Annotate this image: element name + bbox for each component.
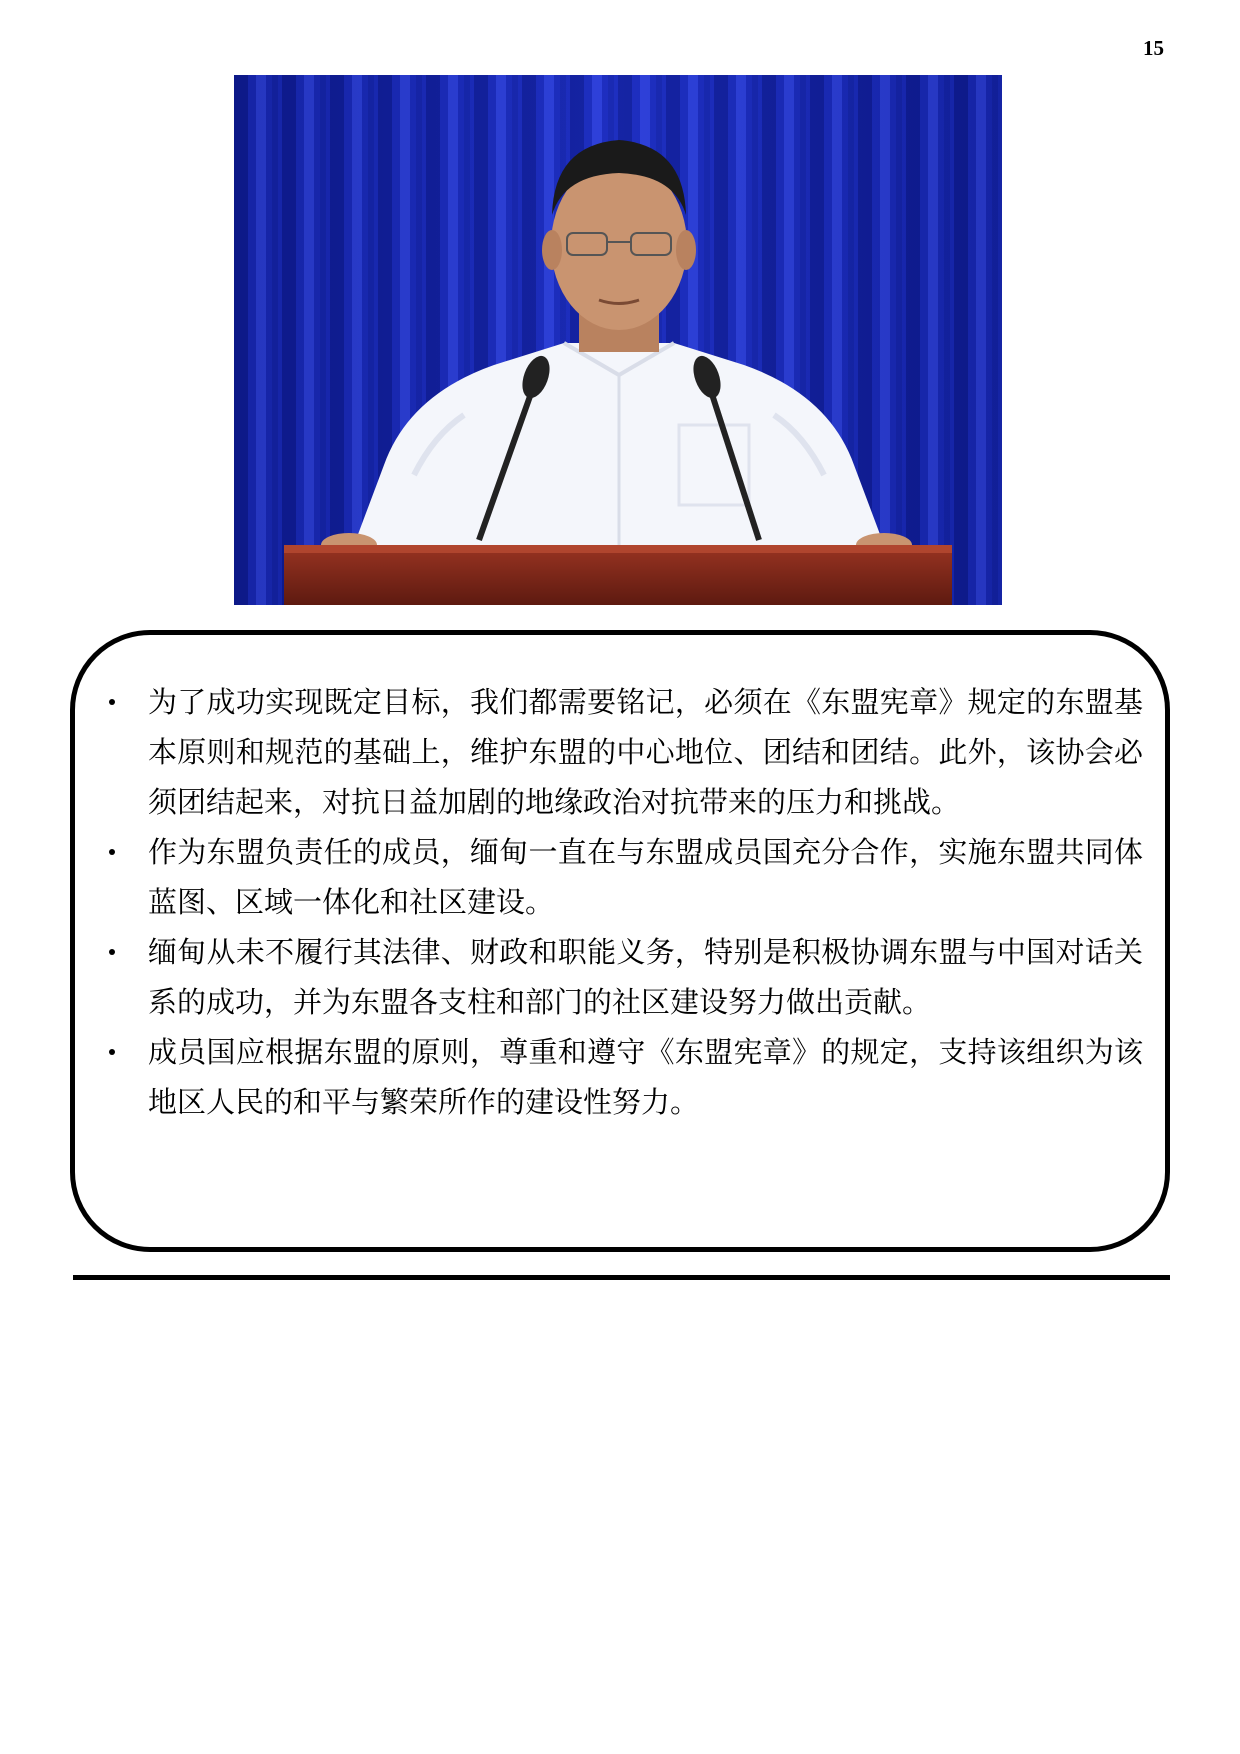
- bullet-marker: [109, 699, 115, 705]
- speaker-photo-illustration: [234, 75, 1002, 605]
- list-item: [103, 927, 1143, 1027]
- podium: [284, 545, 952, 605]
- list-item: [103, 1027, 1143, 1127]
- bullet-text: 为了成功实现既定目标，我们都需要铭记，必须在《东盟宪章》规定的东盟基本原则和规范的基础上，维护东盟的中心地位、团结和团结。此外，该协会必须团结起来，对抗日益加剧的地缘政治对抗带来的压力和挑战。: [148, 685, 1143, 819]
- bullet-text-box: [70, 630, 1170, 1252]
- bullet-marker: [109, 1049, 115, 1055]
- bullet-marker: [109, 849, 115, 855]
- page-number: 15: [1143, 36, 1164, 60]
- horizontal-rule: [73, 1275, 1170, 1280]
- bullet-text: 缅甸从未不履行其法律、财政和职能义务，特别是积极协调东盟与中国对话关系的成功，并为东盟各支柱和部门的社区建设努力做出贡献。: [148, 935, 1143, 1019]
- list-item: [103, 677, 1143, 827]
- bullet-list: [103, 677, 1143, 1127]
- bullet-marker: [109, 949, 115, 955]
- speaker-photo: [234, 75, 1002, 605]
- bullet-text: 作为东盟负责任的成员，缅甸一直在与东盟成员国充分合作，实施东盟共同体蓝图、区域一体化和社区建设。: [148, 835, 1143, 919]
- list-item: [103, 827, 1143, 927]
- bullet-text: 成员国应根据东盟的原则，尊重和遵守《东盟宪章》的规定，支持该组织为该地区人民的和平与繁荣所作的建设性努力。: [148, 1035, 1143, 1119]
